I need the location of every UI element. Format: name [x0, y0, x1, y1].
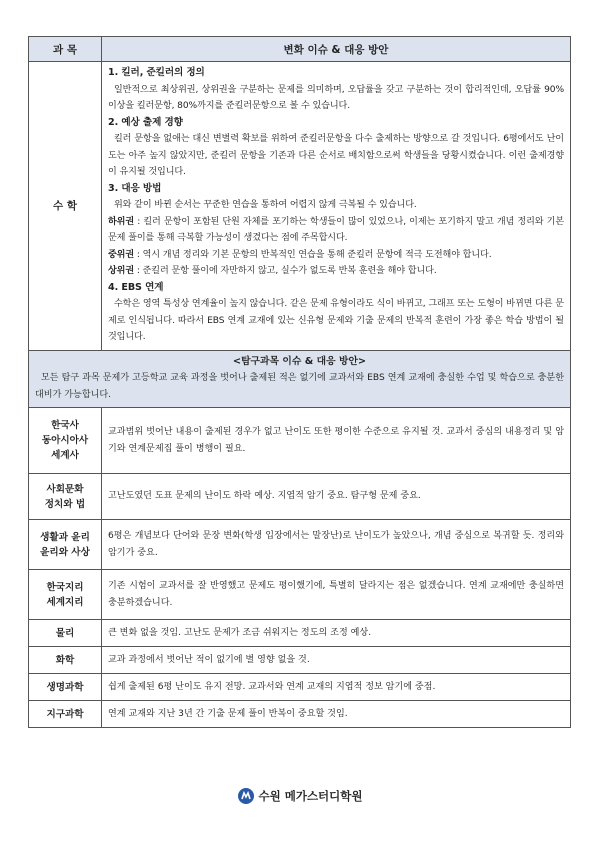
subject-label: 사회문화 정치와 법 [29, 474, 102, 520]
subject-text: 교과 과정에서 벗어난 적이 없기에 별 영향 없을 것. [102, 647, 571, 674]
subject-label: 생명과학 [29, 674, 102, 701]
brand-logo [238, 788, 363, 804]
math-section-definition [108, 65, 564, 115]
subject-text: 쉽게 출제된 6평 난이도 유지 전망. 교과서와 연계 교재의 지엽적 정보 암기에 중점. [102, 674, 571, 701]
megastudy-logo-icon [238, 788, 254, 804]
content-column-header: 변화 이슈 & 대응 방안 [102, 37, 571, 62]
subject-label: 한국지리 세계지리 [29, 570, 102, 620]
math-content [102, 62, 571, 351]
subject-label: 생활과 윤리 윤리와 사상 [29, 520, 102, 570]
subject-label: 한국사 동아시아사 세계사 [29, 408, 102, 474]
level-text: : 킬러 문항이 포함된 단원 자체를 포기하는 학생들이 많이 있었으나, 이제는 포기하지 말고 개념 정리와 기본 문제 풀이를 통해 극복할 가능성이 생겼다는 점에 주목합시다. [108, 216, 564, 243]
level-label: 하위권 [108, 216, 135, 227]
brand-name: 수원 메가스터디학원 [258, 789, 363, 803]
subject-text: 큰 변화 없을 것임. 고난도 문제가 조금 쉬워지는 정도의 조정 예상. [102, 620, 571, 647]
subject-row-biology [29, 674, 571, 701]
inquiry-title: <탐구과목 이슈 & 대응 방안> [232, 355, 367, 367]
section-title: 2. 예상 출제 경향 [108, 116, 183, 128]
level-label: 중위권 [108, 249, 135, 260]
section-title: 1. 킬러, 준킬러의 정의 [108, 67, 205, 78]
section-paragraph: 킬러 문항을 없애는 대신 변별력 확보를 위하여 준킬러문항을 다수 출제하는 방향으로 갈 것입니다. 6평에서도 난이도는 아주 높지 않았지만, 준킬러 문항을 기존과 다른 순서로 배치함으로써 학생들을 당황시켰습니다. 이런 출제경향이 유지될 것입니다. [108, 134, 564, 177]
subject-row-society [29, 474, 571, 520]
subject-row-earth-science [29, 701, 571, 728]
subject-row-physics [29, 620, 571, 647]
section-paragraph: 수학은 영역 특성상 연계율이 높지 않습니다. 같은 문제 유형이라도 식이 바뀌고, 그래프 또는 도형이 바뀌면 다른 문제로 인식됩니다. 따라서 EBS 연계 교재에 있는 신유형 문제와 기출 문제의 반복적 훈련이 가장 좋은 학습 방법이 될 것입니다. [108, 299, 564, 342]
subject-text: 6평은 개념보다 단어와 문장 변화(학생 입장에서는 말장난)로 난이도가 높았으나, 개념 중심으로 복귀할 듯. 정리와 암기가 중요. [102, 520, 571, 570]
subject-text: 기존 시험이 교과서를 잘 반영했고 문제도 평이했기에, 특별히 달라지는 점은 없겠습니다. 연계 교재에만 충실하면 충분하겠습니다. [102, 570, 571, 620]
document-page [28, 36, 570, 728]
section-paragraph: 위와 같이 바뀐 순서는 꾸준한 연습을 통하여 어렵지 않게 극복될 수 있습니다. [114, 200, 417, 210]
section-paragraph: 일반적으로 최상위권, 상위권을 구분하는 문제를 의미하며, 오답률을 갖고 구분하는 것이 합리적인데, 오답률 90% 이상을 킬러문항, 80%까지를 준킬러문항으로 볼 수 있습니다. [108, 84, 564, 111]
math-section-ebs [108, 280, 564, 346]
subject-row-ethics [29, 520, 571, 570]
section-title: 3. 대응 방법 [108, 182, 162, 194]
inquiry-intro-box [29, 350, 571, 408]
subject-label: 화학 [29, 647, 102, 674]
level-text: : 역시 개념 정리와 기본 문항의 반복적인 연습을 통해 준킬러 문항에 적극 도전해야 합니다. [134, 249, 492, 260]
subject-label: 물리 [29, 620, 102, 647]
subject-text: 교과범위 벗어난 내용이 출제된 경우가 없고 난이도 또한 평이한 수준으로 유지될 것. 교과서 중심의 내용정리 및 암기와 연계문제집 풀이 병행이 필요. [102, 408, 571, 474]
table-header-row [29, 37, 571, 62]
section-title: 4. EBS 연계 [108, 281, 164, 293]
math-subject-label: 수 학 [29, 62, 102, 351]
subject-column-header: 과 목 [29, 37, 102, 62]
math-section-strategy [108, 181, 564, 214]
subject-row-chemistry [29, 647, 571, 674]
subject-row-history [29, 408, 571, 474]
inquiry-intro-row [29, 350, 571, 408]
level-mid [108, 247, 564, 264]
level-low [108, 214, 564, 247]
subject-text: 연계 교재와 지난 3년 간 기출 문제 풀이 반복이 중요할 것임. [102, 701, 571, 728]
level-high [108, 263, 564, 280]
subject-text: 고난도였던 도표 문제의 난이도 하락 예상. 지엽적 암기 중요. 탐구형 문제 중요. [102, 474, 571, 520]
subject-row-geography [29, 570, 571, 620]
subject-label: 지구과학 [29, 701, 102, 728]
issues-table [28, 36, 571, 728]
level-text: : 준킬러 문항 풀이에 자만하지 않고, 실수가 없도록 반복 훈련을 해야 합니다. [134, 266, 437, 276]
math-section-trend [108, 115, 564, 181]
inquiry-intro: 모든 탐구 과목 문제가 고등학교 교육 과정을 벗어나 출제된 적은 없기에 교과서와 EBS 연계 교재에 충실한 수업 및 학습으로 충분한 대비가 가능합니다. [35, 373, 564, 400]
level-label: 상위권 [108, 266, 135, 276]
math-row [29, 62, 571, 351]
footer [0, 787, 600, 806]
